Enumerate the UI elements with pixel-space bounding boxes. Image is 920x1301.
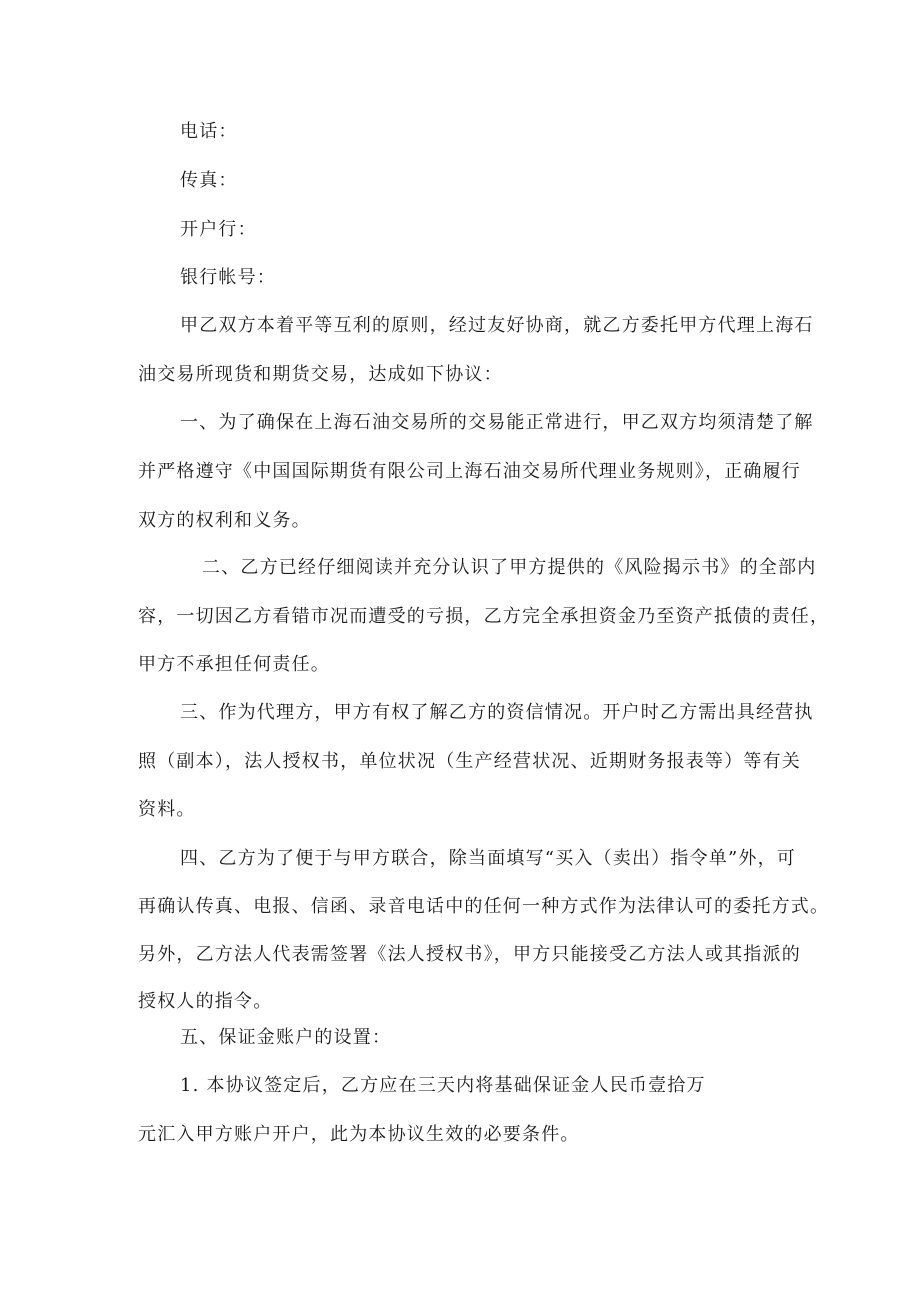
clause-4-line-4: 授权人的指令。 bbox=[138, 991, 273, 1012]
intro-line-2: 油交易所现货和期货交易，达成如下协议： bbox=[138, 364, 503, 385]
clause-2-line-2: 容，一切因乙方看错市况而遭受的亏损，乙方完全承担资金乃至资产抵债的责任， bbox=[138, 606, 830, 627]
clause-3-line-1: 三、作为代理方，甲方有权了解乙方的资信情况。开户时乙方需出具经营执 bbox=[180, 702, 814, 723]
clause-1-line-3: 双方的权利和义务。 bbox=[138, 510, 311, 531]
clause-1-line-1: 一、为了确保在上海石油交易所的交易能正常进行，甲乙双方均须清楚了解 bbox=[180, 412, 814, 433]
intro-line-1: 甲乙双方本着平等互利的原则，经过友好协商，就乙方委托甲方代理上海石 bbox=[180, 315, 814, 336]
bank-account-label: 银行帐号： bbox=[180, 267, 276, 288]
clause-1-line-2: 并严格遵守《中国国际期货有限公司上海石油交易所代理业务规则》，正确履行 bbox=[138, 461, 801, 482]
fax-label: 传真： bbox=[180, 170, 238, 191]
clause-4-line-1: 四、乙方为了便于与甲方联合，除当面填写“买入（卖出）指令单”外，可 bbox=[180, 848, 797, 869]
clause-5-item-1-line-1: 1. 本协议签定后，乙方应在三天内将基础保证金人民币壹拾万 bbox=[180, 1075, 706, 1096]
clause-5-heading: 五、保证金账户的设置： bbox=[180, 1027, 392, 1048]
clause-5-item-1-line-2: 元汇入甲方账户开户，此为本协议生效的必要条件。 bbox=[138, 1124, 580, 1145]
clause-3-line-3: 资料。 bbox=[138, 799, 196, 820]
bank-label: 开户行： bbox=[180, 219, 257, 240]
clause-2-line-1: 二、乙方已经仔细阅读并充分认识了甲方提供的《风险揭示书》的全部内 bbox=[202, 557, 817, 578]
clause-4-line-3: 另外，乙方法人代表需签署《法人授权书》，甲方只能接受乙方法人或其指派的 bbox=[138, 944, 801, 965]
clause-4-line-2: 再确认传真、电报、信函、录音电话中的任何一种方式作为法律认可的委托方式。 bbox=[138, 896, 830, 917]
clause-3-line-2: 照（副本），法人授权书，单位状况（生产经营状况、近期财务报表等）等有关 bbox=[138, 751, 801, 772]
clause-2-line-3: 甲方不承担任何责任。 bbox=[138, 654, 330, 675]
phone-label: 电话： bbox=[180, 121, 238, 142]
